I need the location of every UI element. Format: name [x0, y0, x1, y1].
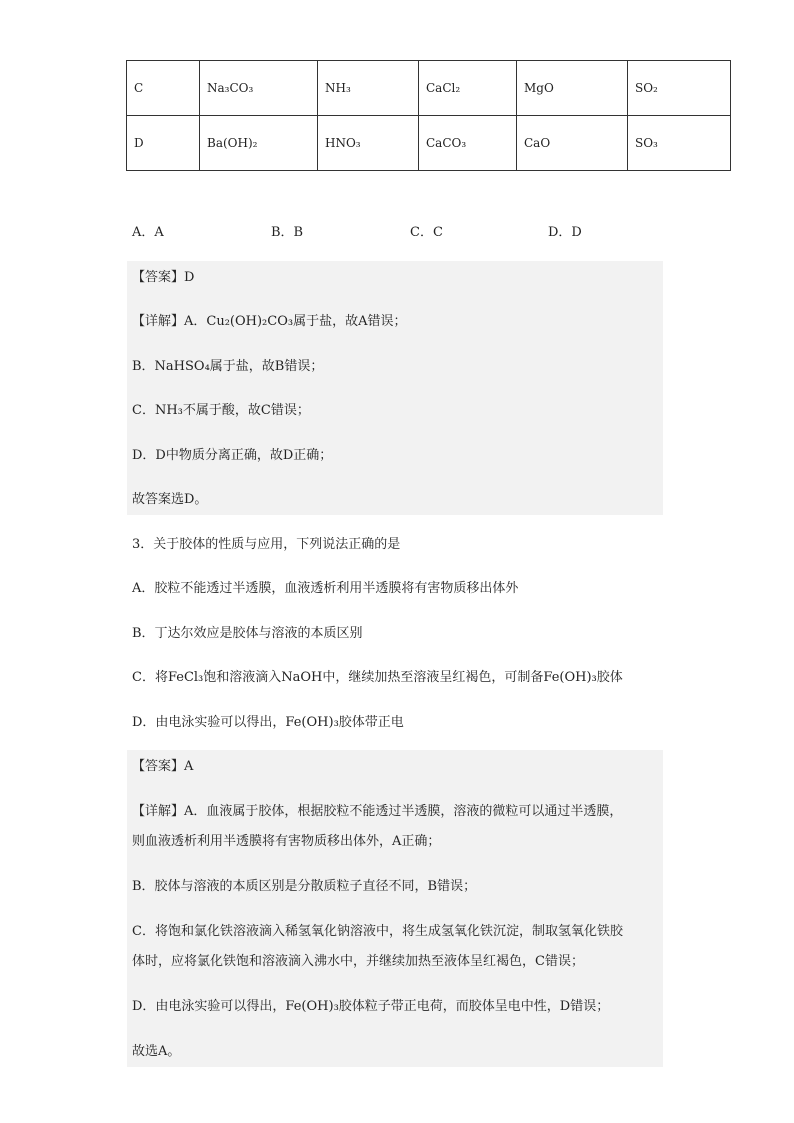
- answer-block-shade: [127, 750, 663, 1067]
- table-cell: SO₂: [628, 61, 731, 116]
- q3-detail-line: 故选A。: [132, 1044, 181, 1059]
- q3-option-b: B．丁达尔效应是胶体与溶液的本质区别: [132, 626, 363, 641]
- q3-detail-line: 体时，应将氯化铁饱和溶液滴入沸水中，并继续加热至液体呈红褐色，C错误；: [132, 954, 584, 969]
- q2-detail-line: C．NH₃不属于酸，故C错误；: [132, 403, 310, 418]
- q2-option-b: B．B: [271, 225, 304, 240]
- q2-answer: 【答案】D: [132, 270, 195, 285]
- q3-detail-line: D．由电泳实验可以得出，Fe(OH)₃胶体粒子带正电荷，而胶体呈电中性，D错误；: [132, 999, 610, 1014]
- q2-detail-line: D．D中物质分离正确，故D正确；: [132, 448, 333, 463]
- table-cell: CaCO₃: [419, 116, 517, 171]
- q2-detail-line: 【详解】A．Cu₂(OH)₂CO₃属于盐，故A错误；: [132, 314, 407, 329]
- q2-option-d: D．D: [548, 225, 582, 240]
- q3-detail-line: B．胶体与溶液的本质区别是分散质粒子直径不同，B错误；: [132, 879, 477, 894]
- q2-option-c: C．C: [410, 225, 443, 240]
- table-cell: HNO₃: [318, 116, 419, 171]
- q2-detail-line: 故答案选D。: [132, 492, 208, 507]
- table-cell: D: [127, 116, 200, 171]
- table-cell: C: [127, 61, 200, 116]
- table-row: [127, 61, 731, 116]
- q3-option-c: C．将FeCl₃饱和溶液滴入NaOH中，继续加热至溶液呈红褐色，可制备Fe(OH)₃胶体: [132, 670, 623, 685]
- q3-stem: 3．关于胶体的性质与应用，下列说法正确的是: [132, 537, 401, 552]
- q3-detail-line: 则血液透析利用半透膜将有害物质移出体外，A正确；: [132, 834, 441, 849]
- table-cell: CaCl₂: [419, 61, 517, 116]
- q3-detail-line: 【详解】A．血液属于胶体，根据胶粒不能透过半透膜，溶液的微粒可以通过半透膜，: [132, 804, 623, 819]
- answer-block-shade: [127, 261, 663, 515]
- classification-table: [126, 60, 731, 171]
- table-cell: SO₃: [628, 116, 731, 171]
- q3-option-a: A．胶粒不能透过半透膜，血液透析利用半透膜将有害物质移出体外: [132, 581, 519, 596]
- q3-option-d: D．由电泳实验可以得出，Fe(OH)₃胶体带正电: [132, 715, 404, 730]
- table-cell: NH₃: [318, 61, 419, 116]
- q2-option-a: A．A: [132, 225, 164, 240]
- q2-detail-line: B．NaHSO₄属于盐，故B错误；: [132, 359, 324, 374]
- table-cell: MgO: [517, 61, 628, 116]
- table-cell: CaO: [517, 116, 628, 171]
- table-cell: Na₃CO₃: [200, 61, 318, 116]
- table-cell: Ba(OH)₂: [200, 116, 318, 171]
- q3-answer: 【答案】A: [132, 759, 194, 774]
- q3-detail-line: C．将饱和氯化铁溶液滴入稀氢氧化钠溶液中，将生成氢氧化铁沉淀，制取氢氧化铁胶: [132, 924, 623, 939]
- table-row: [127, 116, 731, 171]
